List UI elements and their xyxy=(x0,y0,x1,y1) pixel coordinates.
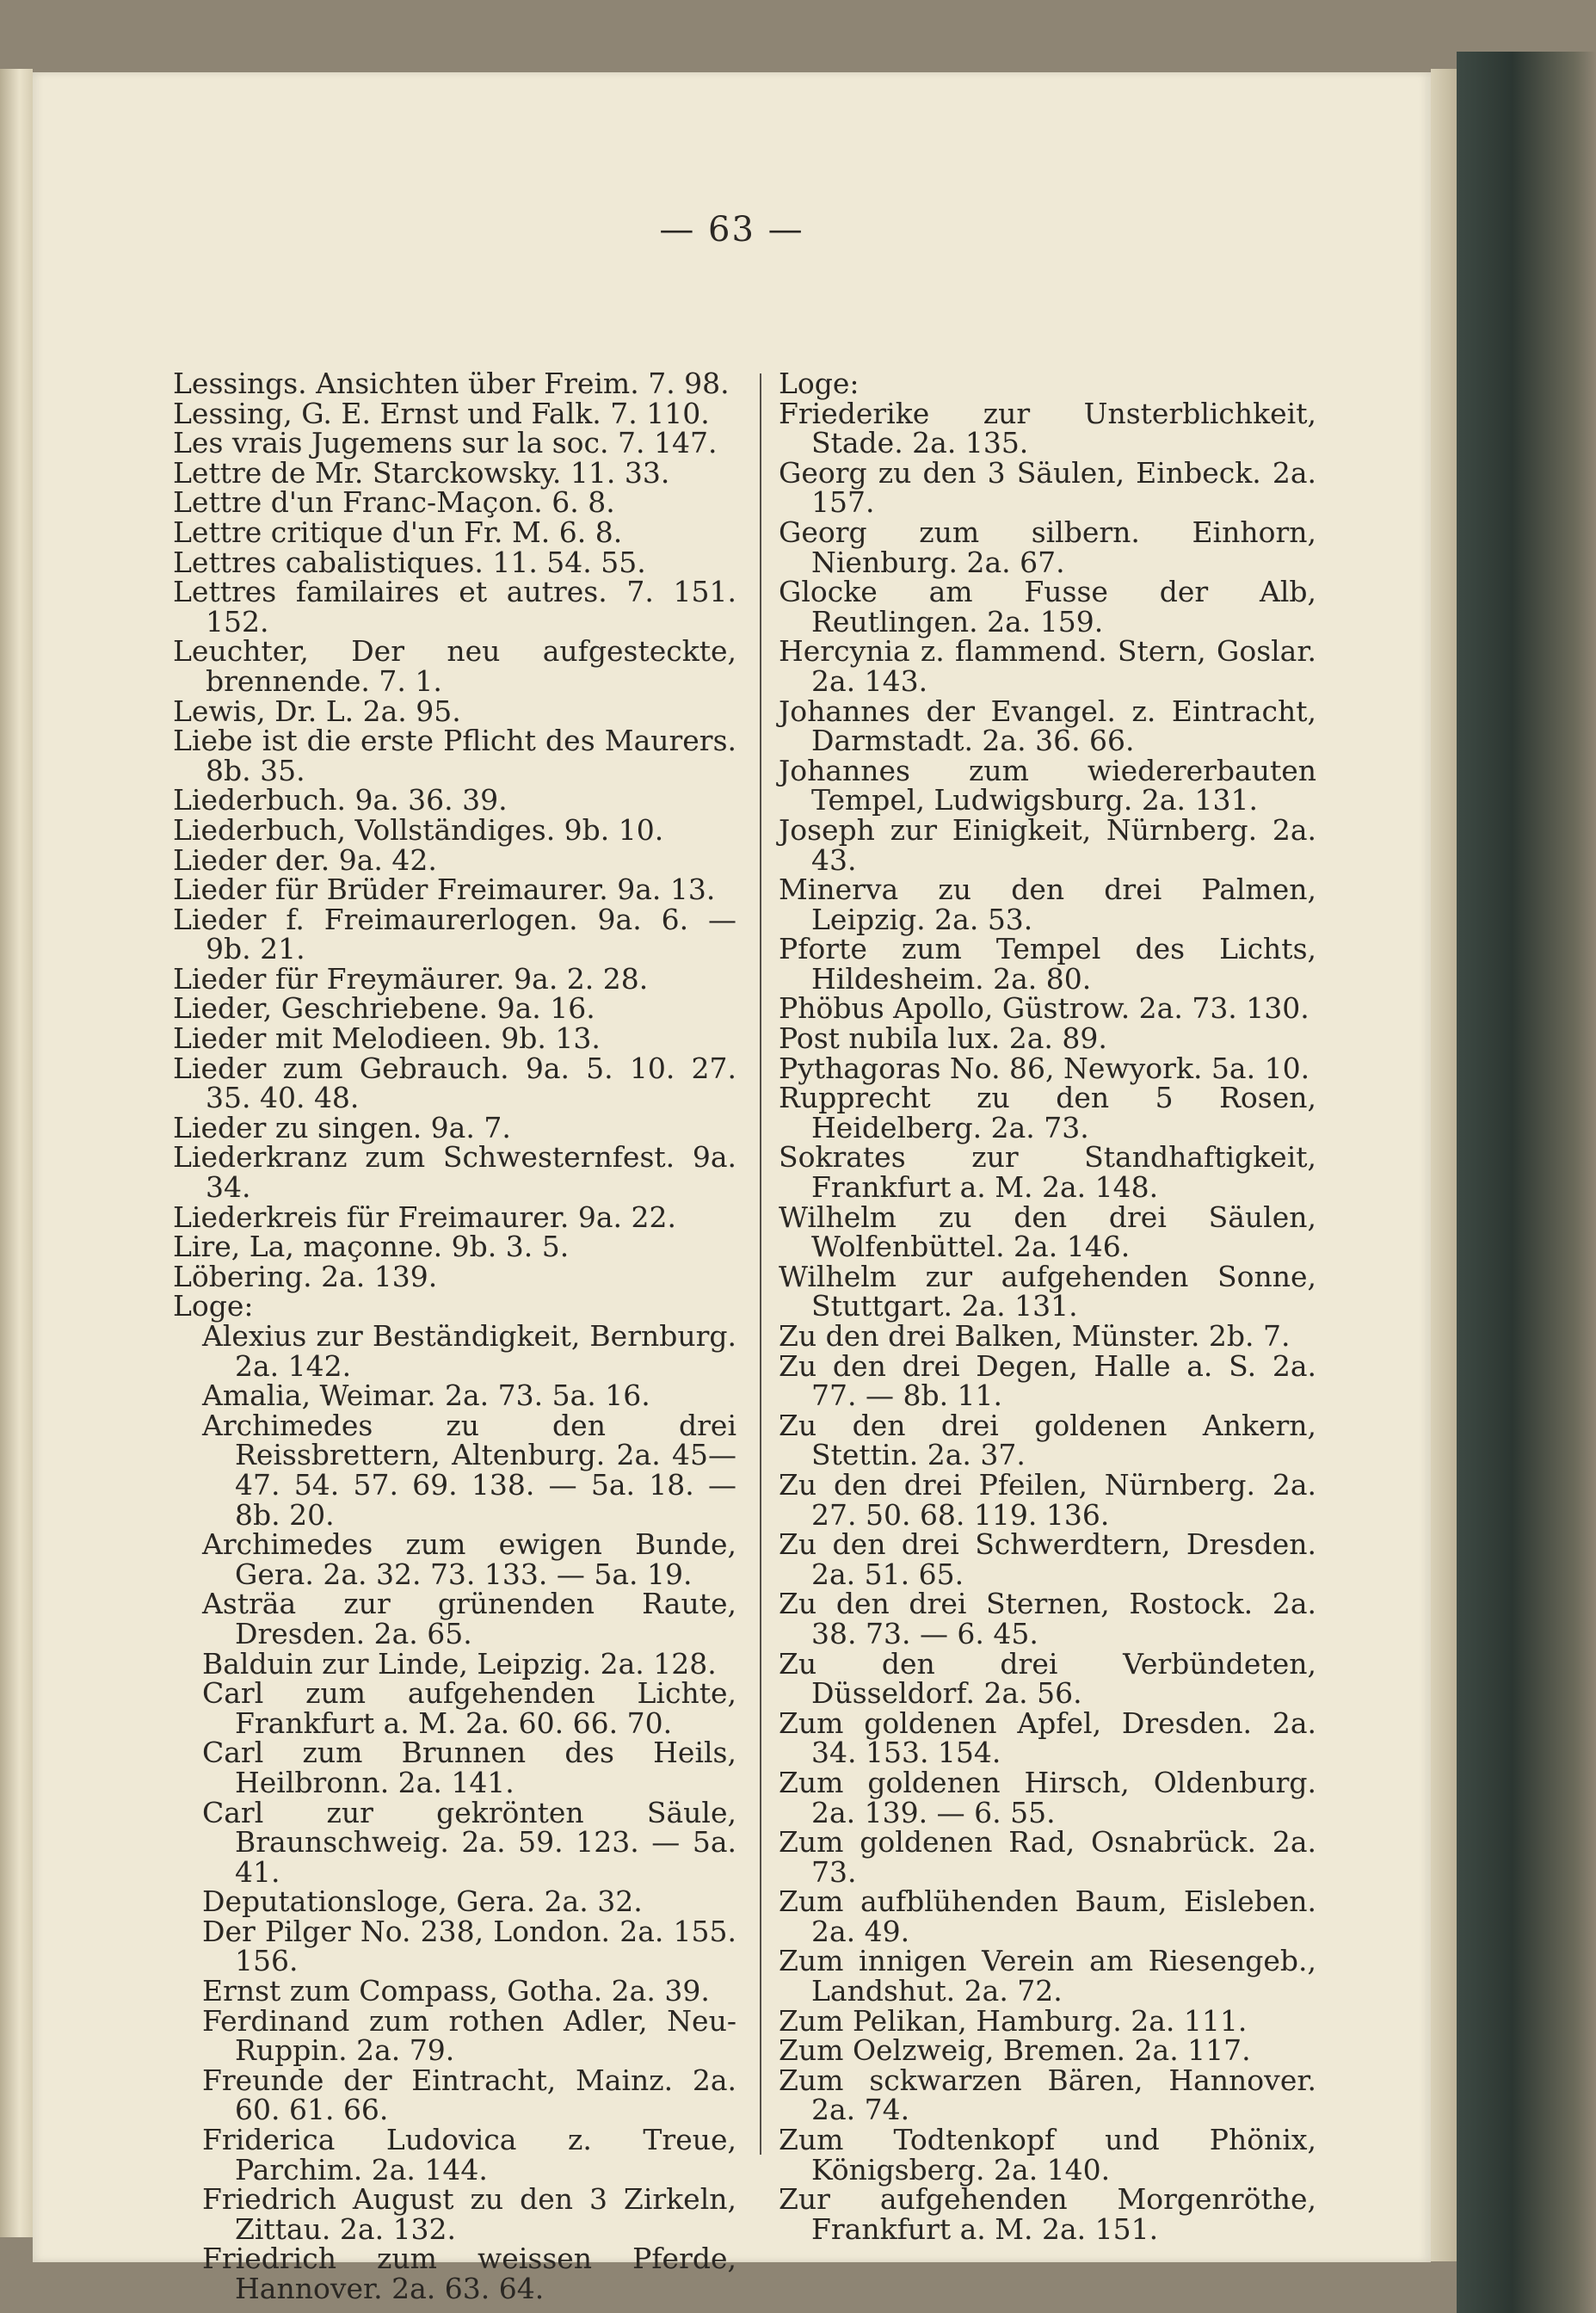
index-entry: Liebe ist die erste Pflicht des Maurers. 8b. 35. xyxy=(173,724,736,787)
index-entry: Glocke am Fusse der Alb, Reutlingen. 2a. 159. xyxy=(779,575,1316,638)
index-entry: Der Pilger No. 238, London. 2a. 155. 156. xyxy=(202,1914,736,1978)
index-entry: Alexius zur Beständigkeit, Bernburg. 2a. 142. xyxy=(202,1319,736,1383)
index-entry: Zu den drei Schwerdtern, Dresden. 2a. 51. 65. xyxy=(779,1527,1316,1591)
index-entry: Pforte zum Tempel des Lichts, Hildesheim. 2a. 80. xyxy=(779,932,1316,996)
index-entry: Deputationsloge, Gera. 2a. 32. xyxy=(202,1884,643,1919)
index-entry: Rupprecht zu den 5 Rosen, Heidelberg. 2a. 73. xyxy=(779,1081,1316,1144)
index-entry: Asträa zur grünenden Raute, Dresden. 2a. 65. xyxy=(202,1587,736,1650)
index-entry: Ferdinand zum rothen Adler, Neu-Ruppin. 2a. 79. xyxy=(202,2003,736,2068)
index-entry: Lieder f. Freimaurerlogen. 9a. 6. — 9b. 21. xyxy=(173,902,736,966)
index-entry: Zum Oelzweig, Bremen. 2a. 117. xyxy=(779,2033,1251,2068)
index-entry: Lieder zum Gebrauch. 9a. 5. 10. 27. 35. 40. 48. xyxy=(173,1051,736,1115)
index-entry: Joseph zur Einigkeit, Nürnberg. 2a. 43. xyxy=(779,812,1316,877)
index-entry: Zum goldenen Rad, Osnabrück. 2a. 73. xyxy=(779,1825,1316,1889)
index-entry: Loge: xyxy=(173,1289,254,1323)
index-entry: Johannes zum wiedererbauten Tempel, Ludwigsburg. 2a. 131. xyxy=(779,753,1316,817)
index-entry: Minerva zu den drei Palmen, Leipzig. 2a. 53. xyxy=(779,873,1316,936)
index-entry: Lieder für Freymäurer. 9a. 2. 28. xyxy=(173,961,649,996)
index-entry: Lettre critique d'un Fr. M. 6. 8. xyxy=(173,515,623,549)
index-entry: Lieder zu singen. 9a. 7. xyxy=(173,1110,511,1144)
index-entry: Lieder der. 9a. 42. xyxy=(173,842,437,877)
page-number: — 63 — xyxy=(659,210,804,250)
index-entry: Liederbuch. 9a. 36. 39. xyxy=(173,783,508,817)
book-spine xyxy=(1457,52,1596,2313)
index-entry: Zur aufgehenden Morgenröthe, Frankfurt a. M. 2a. 151. xyxy=(779,2182,1316,2246)
index-entry: Löbering. 2a. 139. xyxy=(173,1259,438,1293)
index-entry: Lewis, Dr. L. 2a. 95. xyxy=(173,694,461,728)
index-entry: Zum Todtenkopf und Phönix, Königsberg. 2a. 140. xyxy=(779,2123,1316,2187)
index-entry: Carl zum aufgehenden Lichte, Frankfurt a. M. 2a. 60. 66. 70. xyxy=(202,1676,736,1740)
index-entry: Zum aufblühenden Baum, Eisleben. 2a. 49. xyxy=(779,1884,1316,1948)
index-entry: Lettres cabalistiques. 11. 54. 55. xyxy=(173,545,646,579)
index-entry: Johannes der Evangel. z. Eintracht, Darmstadt. 2a. 36. 66. xyxy=(779,694,1316,758)
index-entry: Carl zum Brunnen des Heils, Heilbronn. 2a. 141. xyxy=(202,1736,736,1799)
index-entry: Georg zu den 3 Säulen, Einbeck. 2a. 157. xyxy=(779,455,1316,520)
index-entry: Freunde der Eintracht, Mainz. 2a. 60. 61. 66. xyxy=(202,2063,736,2127)
index-entry: Friederike zur Unsterblichkeit, Stade. 2a. 135. xyxy=(779,396,1316,460)
index-entry: Les vrais Jugemens sur la soc. 7. 147. xyxy=(173,426,718,460)
column-divider xyxy=(760,373,761,2155)
index-entry: Lieder für Brüder Freimaurer. 9a. 13. xyxy=(173,873,716,907)
index-entry: Zum innigen Verein am Riesengeb., Landshut. 2a. 72. xyxy=(779,1944,1316,2008)
index-entry: Leuchter, Der neu aufgesteckte, brennende. 7. 1. xyxy=(173,634,736,698)
book-edge-left xyxy=(0,69,33,2237)
index-entry: Ernst zum Compass, Gotha. 2a. 39. xyxy=(202,1974,710,2008)
index-entry: Lettres familaires et autres. 7. 151. 152. xyxy=(173,575,736,638)
index-entry: Friderica Ludovica z. Treue, Parchim. 2a. 144. xyxy=(202,2123,736,2187)
index-entry: Zu den drei Verbündeten, Düsseldorf. 2a. 56. xyxy=(779,1646,1316,1711)
index-entry: Friedrich August zu den 3 Zirkeln, Zittau. 2a. 132. xyxy=(202,2182,736,2246)
index-entry: Archimedes zu den drei Reissbrettern, Altenburg. 2a. 45—47. 54. 57. 69. 138. — 5a. 18. — 8b. 20. xyxy=(202,1408,736,1532)
index-entry: Zu den drei Degen, Halle a. S. 2a. 77. — 8b. 11. xyxy=(779,1348,1316,1413)
index-entry: Zu den drei goldenen Ankern, Stettin. 2a. 37. xyxy=(779,1408,1316,1472)
index-entry: Lettre de Mr. Starckowsky. 11. 33. xyxy=(173,455,670,490)
index-entry: Liederkreis für Freimaurer. 9a. 22. xyxy=(173,1200,676,1234)
index-entry: Lessing, G. E. Ernst und Falk. 7. 110. xyxy=(173,396,710,430)
index-entry: Zum Pelikan, Hamburg. 2a. 111. xyxy=(779,2003,1248,2038)
index-entry: Liederbuch, Vollständiges. 9b. 10. xyxy=(173,812,664,847)
index-entry: Zu den drei Balken, Münster. 2b. 7. xyxy=(779,1319,1291,1353)
index-entry: Wilhelm zur aufgehenden Sonne, Stuttgart. 2a. 131. xyxy=(779,1259,1316,1323)
index-entry: Lieder, Geschriebene. 9a. 16. xyxy=(173,991,595,1026)
index-entry: Lire, La, maçonne. 9b. 3. 5. xyxy=(173,1230,570,1264)
index-entry: Zu den drei Sternen, Rostock. 2a. 38. 73. — 6. 45. xyxy=(779,1587,1316,1650)
book-page xyxy=(33,72,1431,2305)
index-entry: Lessings. Ansichten über Freim. 7. 98. xyxy=(173,367,730,400)
index-entry: Post nubila lux. 2a. 89. xyxy=(779,1021,1107,1056)
index-entry: Carl zur gekrönten Säule, Braunschweig. 2a. 59. 123. — 5a. 41. xyxy=(202,1795,736,1889)
index-entry: Wilhelm zu den drei Säulen, Wolfenbüttel. 2a. 146. xyxy=(779,1200,1316,1264)
index-entry: Zum sckwarzen Bären, Hannover. 2a. 74. xyxy=(779,2063,1316,2127)
index-entry: Zum goldenen Apfel, Dresden. 2a. 34. 153. 154. xyxy=(779,1705,1316,1770)
index-entry: Archimedes zum ewigen Bunde, Gera. 2a. 32. 73. 133. — 5a. 19. xyxy=(202,1527,736,1591)
index-entry: Zum goldenen Hirsch, Oldenburg. 2a. 139. — 6. 55. xyxy=(779,1765,1316,1829)
index-entry: Phöbus Apollo, Güstrow. 2a. 73. 130. xyxy=(779,991,1309,1026)
index-entry: Lieder mit Melodieen. 9b. 13. xyxy=(173,1021,601,1056)
index-entry: Liederkranz zum Schwesternfest. 9a. 34. xyxy=(173,1140,736,1205)
index-entry: Georg zum silbern. Einhorn, Nienburg. 2a. 67. xyxy=(779,515,1316,579)
index-entry: Hercynia z. flammend. Stern, Goslar. 2a. 143. xyxy=(779,634,1316,698)
index-entry: Zu den drei Pfeilen, Nürnberg. 2a. 27. 50. 68. 119. 136. xyxy=(779,1467,1316,1532)
left-index-column xyxy=(173,369,736,2304)
right-index-column xyxy=(779,369,1316,2244)
book-edge-right xyxy=(1431,69,1457,2261)
index-entry: Loge: xyxy=(779,367,860,400)
index-entry: Friedrich zum weissen Pferde, Hannover. 2a. 63. 64. xyxy=(202,2242,736,2305)
index-entry: Lettre d'un Franc-Maçon. 6. 8. xyxy=(173,485,615,520)
index-entry: Balduin zur Linde, Leipzig. 2a. 128. xyxy=(202,1646,717,1681)
index-entry: Amalia, Weimar. 2a. 73. 5a. 16. xyxy=(202,1379,650,1413)
index-entry: Sokrates zur Standhaftigkeit, Frankfurt a. M. 2a. 148. xyxy=(779,1140,1316,1205)
index-entry: Pythagoras No. 86, Newyork. 5a. 10. xyxy=(779,1051,1310,1085)
